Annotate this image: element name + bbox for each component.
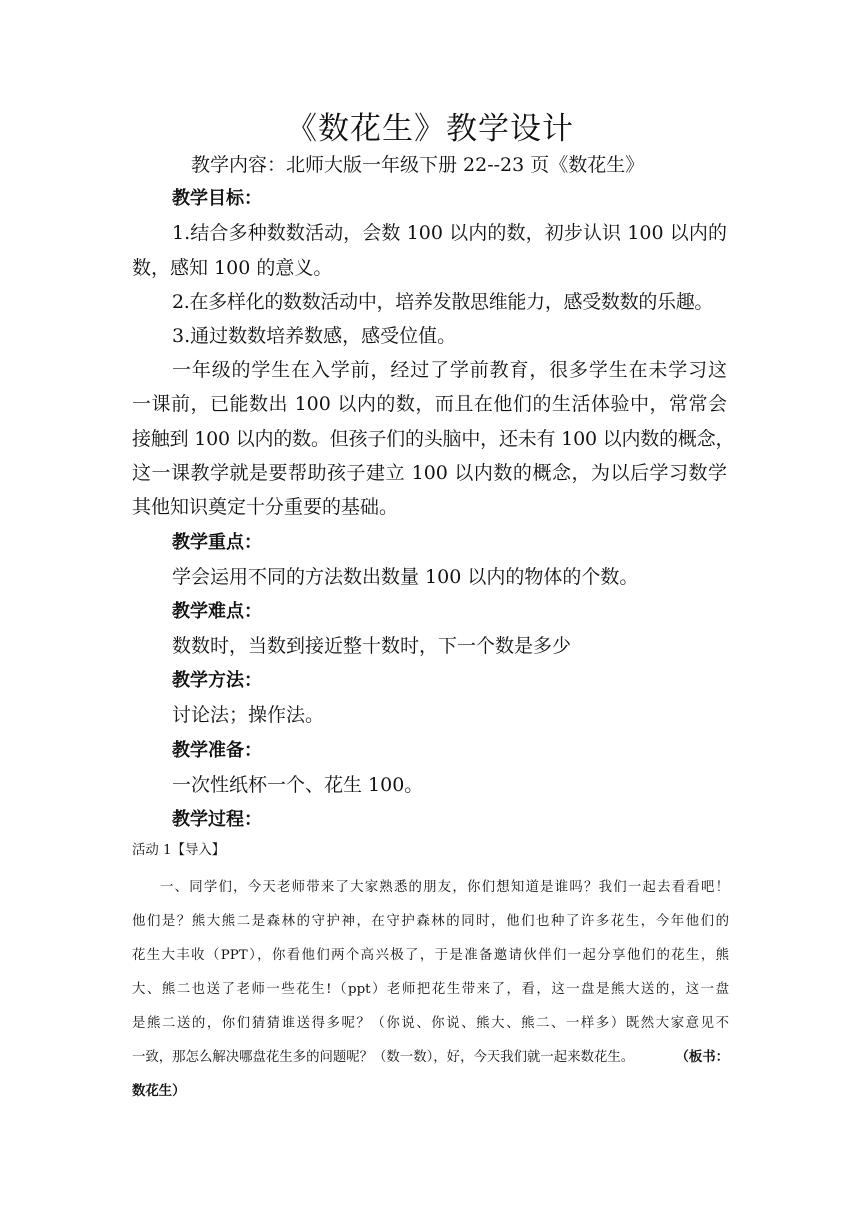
difficulty-heading: 教学难点： <box>172 601 262 622</box>
document-title: 《数花生》教学设计 <box>286 111 574 147</box>
difficulty-text: 数数时，当数到接近整十数时，下一个数是多少 <box>172 635 572 657</box>
preparation-text: 一次性纸杯一个、花生 100。 <box>172 774 424 796</box>
analysis-line-4: 这一课教学就是要帮助孩子建立 100 以内数的概念，为以后学习数学 <box>132 462 727 484</box>
preparation-heading: 教学准备： <box>172 740 262 761</box>
activity-line-2: 他们是？熊大熊二是森林的守护神，在守护森林的同时，他们也种了许多花生，今年他们的 <box>132 914 729 929</box>
key-points-heading: 教学重点： <box>172 532 262 553</box>
objective-2: 2.在多样化的数数活动中，培养发散思维能力，感受数数的乐趣。 <box>172 291 714 313</box>
board-label-end: 数花生） <box>132 1084 186 1099</box>
analysis-line-1: 一年级的学生在入学前，经过了学前教育，很多学生在未学习这 <box>172 359 727 381</box>
process-heading: 教学过程： <box>172 809 262 830</box>
objective-3: 3.通过数数培养数感，感受位值。 <box>172 325 457 347</box>
activity-label: 活动 1【导入】 <box>132 843 226 858</box>
activity-line-1: 一、同学们，今天老师带来了大家熟悉的朋友，你们想知道是谁吗？我们一起去看看吧！ <box>160 880 729 895</box>
analysis-line-3: 接触到 100 以内的数。但孩子们的头脑中，还未有 100 以内数的概念， <box>132 428 735 450</box>
objectives-heading: 教学目标： <box>172 188 262 209</box>
teaching-content: 教学内容：北师大版一年级下册 22--23 页《数花生》 <box>191 154 645 176</box>
objective-1-line-2: 数，感知 100 的意义。 <box>132 257 333 279</box>
activity-line-4: 大、熊二也送了老师一些花生!（ppt）老师把花生带来了，看，这一盘是熊大送的，这一盘 <box>132 982 729 997</box>
objective-1-line-1: 1.结合多种数数活动，会数 100 以内的数，初步认识 100 以内的 <box>172 222 727 244</box>
key-points-text: 学会运用不同的方法数出数量 100 以内的物体的个数。 <box>172 566 639 588</box>
method-text: 讨论法；操作法。 <box>172 704 325 726</box>
method-heading: 教学方法： <box>172 670 262 691</box>
analysis-line-2: 一课前，已能数出 100 以内的数，而且在他们的生活体验中，常常会 <box>132 393 727 415</box>
activity-line-6 <box>132 1046 729 1065</box>
analysis-line-5: 其他知识奠定十分重要的基础。 <box>132 496 399 518</box>
activity-line-6-text: 一致，那怎么解决哪盘花生多的问题呢？（数一数），好，今天我们就一起来数花生。 <box>132 1050 635 1065</box>
activity-line-3: 花生大丰收（PPT），你看他们两个高兴极了，于是准备邀请伙伴们一起分享他们的花生，熊 <box>132 948 729 963</box>
board-label-start: （板书： <box>675 1050 729 1065</box>
activity-line-5: 是熊二送的，你们猜猜谁送得多呢？（你说、你说、熊大、熊二、一样多）既然大家意见不 <box>132 1016 729 1031</box>
